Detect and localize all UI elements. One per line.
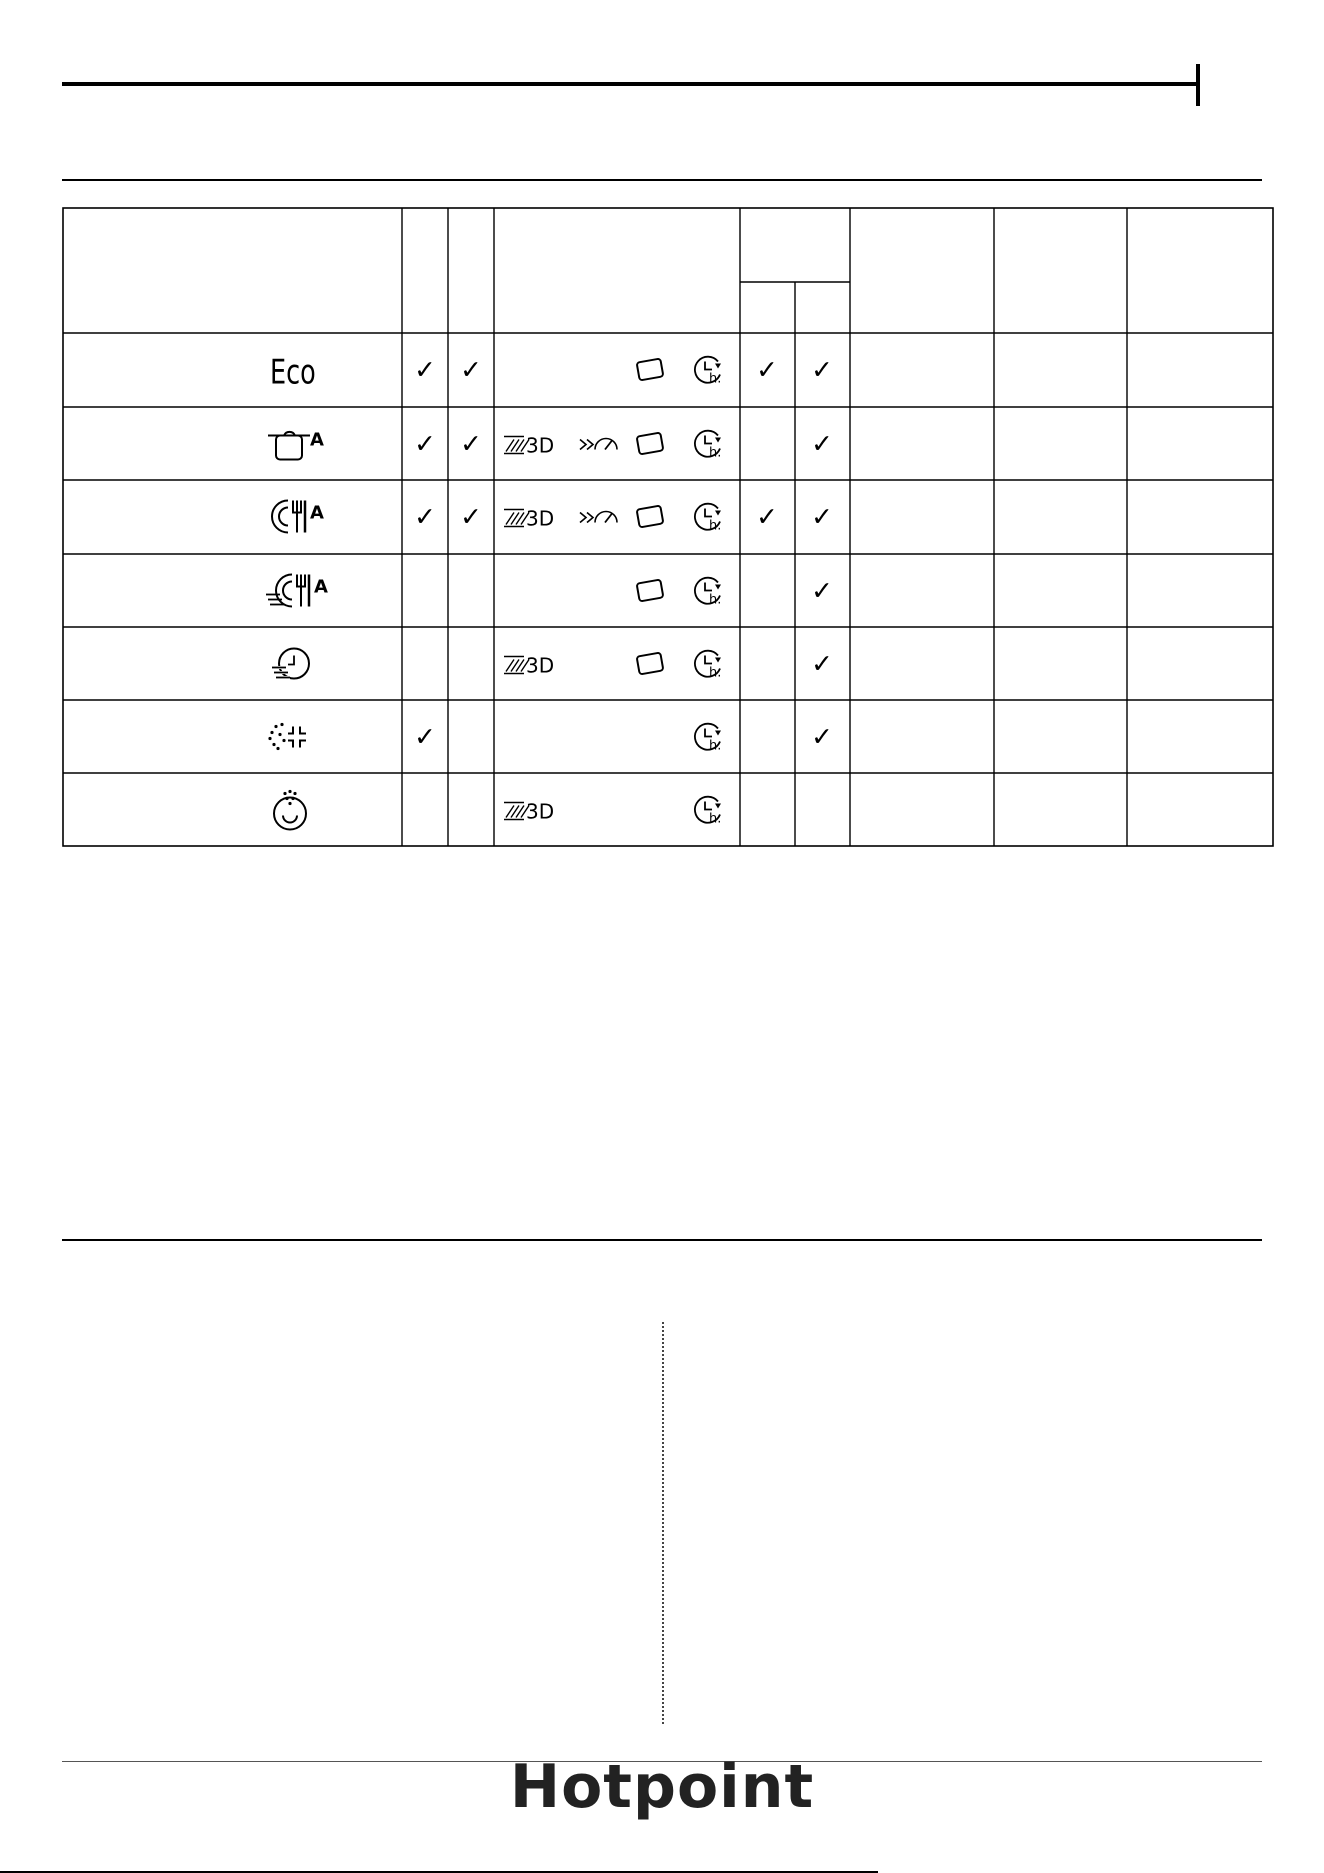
svg-text:A: A <box>310 502 324 524</box>
delay-start-icon <box>695 431 721 461</box>
check-mark: ✓ <box>811 429 833 460</box>
tablet-icon <box>637 506 664 528</box>
fast-dish-auto-icon <box>266 575 328 607</box>
delay-start-icon <box>695 504 721 534</box>
svg-text:h.: h. <box>709 445 722 461</box>
check-mark: ✓ <box>414 722 436 753</box>
check-mark: ✓ <box>460 429 482 460</box>
svg-text:h.: h. <box>709 811 722 827</box>
silent-icon <box>268 723 306 750</box>
svg-text:3D: 3D <box>526 653 555 678</box>
table-row <box>266 575 833 608</box>
svg-text:h.: h. <box>709 665 722 681</box>
tablet-icon <box>637 580 664 602</box>
check-mark: ✓ <box>460 502 482 533</box>
eco-icon <box>270 353 316 393</box>
zone-wash-3d-icon <box>504 800 554 824</box>
brand-logo: Hotpoint <box>509 1752 815 1822</box>
svg-text:3D: 3D <box>526 506 555 531</box>
delay-start-icon <box>695 724 721 754</box>
table-row <box>268 430 833 461</box>
table-row <box>270 353 833 393</box>
zone-wash-3d-icon <box>504 434 554 458</box>
delay-start-icon <box>695 578 721 608</box>
svg-text:A: A <box>310 429 324 451</box>
table-row <box>272 501 833 534</box>
svg-text:3D: 3D <box>526 433 555 458</box>
check-mark: ✓ <box>811 722 833 753</box>
quick-wash-icon <box>272 649 309 679</box>
delay-start-icon <box>695 797 721 827</box>
svg-text:h.: h. <box>709 518 722 534</box>
delay-start-icon <box>695 357 721 387</box>
zone-wash-3d-icon <box>504 507 554 531</box>
tablet-icon <box>637 359 664 381</box>
zone-wash-3d-icon <box>504 654 554 678</box>
tablet-icon <box>637 653 664 675</box>
svg-text:h.: h. <box>709 371 722 387</box>
svg-text:Eco: Eco <box>269 352 316 393</box>
check-mark: ✓ <box>460 355 482 386</box>
dish-auto-icon <box>272 501 324 533</box>
turbo-icon <box>580 439 617 450</box>
check-mark: ✓ <box>414 355 436 386</box>
svg-text:3D: 3D <box>526 799 555 824</box>
check-mark: ✓ <box>811 649 833 680</box>
svg-text:A: A <box>314 576 328 598</box>
program-table <box>0 0 1324 860</box>
table-row <box>272 649 833 681</box>
svg-text:h.: h. <box>709 738 722 754</box>
svg-text:h.: h. <box>709 592 722 608</box>
table-grid <box>63 208 1273 846</box>
check-mark: ✓ <box>414 502 436 533</box>
turbo-icon <box>580 512 617 523</box>
check-mark: ✓ <box>756 355 778 386</box>
tablet-icon <box>637 433 664 455</box>
table-row <box>268 723 832 754</box>
check-mark: ✓ <box>811 576 833 607</box>
rinse-icon <box>274 790 306 830</box>
check-mark: ✓ <box>756 502 778 533</box>
check-mark: ✓ <box>811 355 833 386</box>
table-row <box>274 790 721 830</box>
check-mark: ✓ <box>414 429 436 460</box>
check-mark: ✓ <box>811 502 833 533</box>
section-rule-middle <box>62 1239 1262 1241</box>
column-divider <box>662 1322 664 1724</box>
delay-start-icon <box>695 651 721 681</box>
pot-auto-icon <box>268 430 324 460</box>
